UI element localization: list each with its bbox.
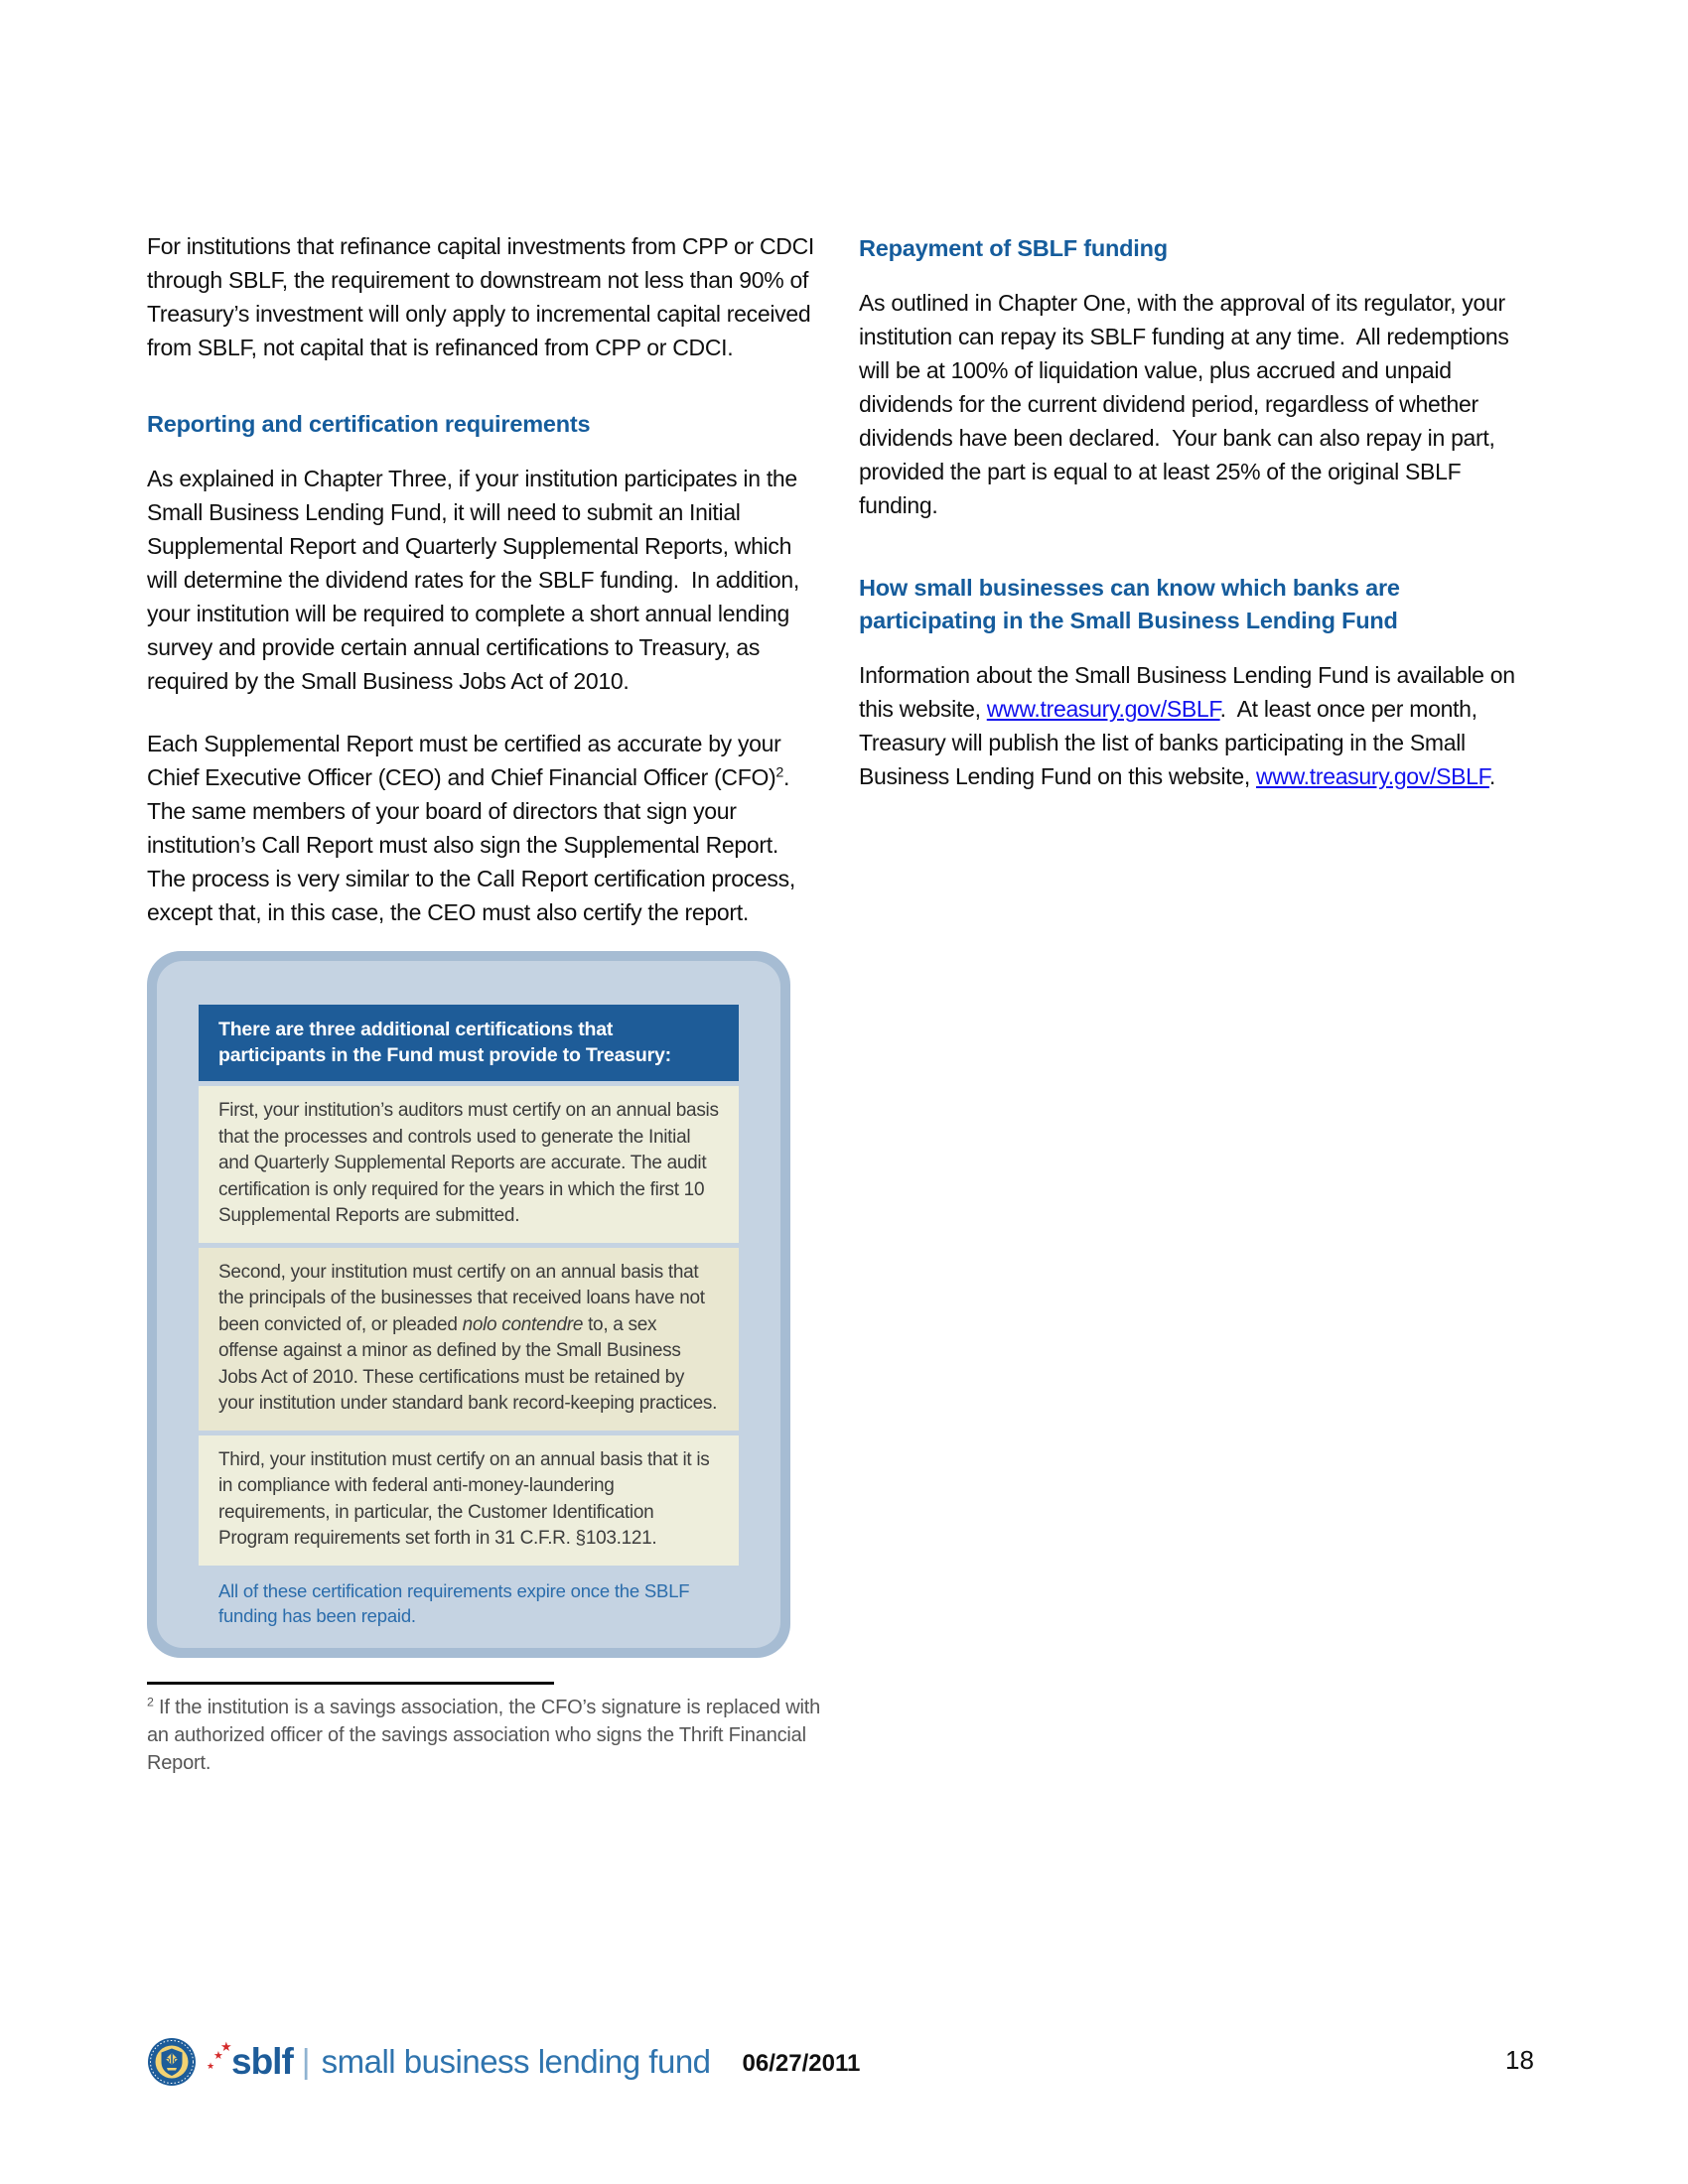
treasury-sblf-link-1[interactable]: www.treasury.gov/SBLF (986, 696, 1220, 722)
left-column (147, 229, 826, 1777)
paragraph-part-after-footnote-ref: . The same members of your board of directors that sign your institution’s Call Report must also sign the Supplemental Report. The process is very similar to the Call Report certification process, except that, in this case, the CEO must also certify the report. (147, 764, 802, 925)
paragraph-part-before-footnote-ref: Each Supplemental Report must be certified as accurate by your Chief Executive Officer (CEO) and Chief Financial Officer (CFO) (147, 731, 787, 790)
callout-item-part: Second, your institution must certify on an annual basis that the principals of the businesses that received loans have not been convicted of, or pleaded (218, 1261, 705, 1335)
treasury-seal-icon (147, 2037, 197, 2087)
sblf-tagline: small business lending fund (321, 2043, 711, 2080)
callout-item-second-principals (199, 1248, 739, 1431)
heading-how-small-businesses-know: How small businesses can know which banks are participating in the Small Business Lending Fund (859, 575, 1400, 633)
callout-item-italic-latin-term: nolo contendre (462, 1313, 584, 1335)
star-icon: ★ (220, 2039, 232, 2054)
heading-repayment-sblf-funding: Repayment of SBLF funding (859, 235, 1168, 261)
page-footer (147, 2037, 860, 2087)
callout-item-part: to, a sex offense against a minor as defined by the Small Business Jobs Act of 2010. These certifications must be retained by your institution under standard bank record-keeping practices. (218, 1313, 718, 1414)
footnote-separator (147, 1682, 554, 1685)
certifications-callout-box (147, 951, 790, 1658)
footnote-body: If the institution is a savings association, the CFO’s signature is replaced with an authorized officer of the savings association who signs the Thrift Financial Report. (147, 1696, 826, 1774)
paragraph-refinance-cpp-cdci: For institutions that refinance capital investments from CPP or CDCI through SBLF, the requirement to downstream not less than 90% of Treasury’s investment will only apply to incremental capital received from SBLF, not capital that is refinanced from CPP or CDCI. (147, 233, 821, 360)
paragraph-certification-process (147, 727, 822, 929)
callout-header: There are three additional certifications that participants in the Fund must provide to Treasury: (199, 1005, 739, 1081)
paragraph-part: . At least once per month, Treasury will publish the list of banks participating in the Small Business Lending Fund on this website, (859, 696, 1483, 789)
certifications-callout-box-inner (157, 961, 780, 1648)
treasury-sblf-link-2[interactable]: www.treasury.gov/SBLF (1256, 763, 1489, 789)
callout-item-third-aml: Third, your institution must certify on an annual basis that it is in compliance with federal anti-money-laundering requirements, in particular, the Customer Identification Program requirements set forth in 31 C.F.R. §103.121. (199, 1435, 739, 1566)
footnote-text (147, 1694, 826, 1777)
page-number: 18 (1505, 2045, 1534, 2075)
paragraph-part: Information about the Small Business Lending Fund is available on this website, (859, 662, 1521, 722)
footnote-reference-2: 2 (775, 764, 784, 781)
wordmark-divider: | (301, 2042, 311, 2081)
star-icon: ★ (207, 2061, 215, 2071)
paragraph-part: . (1488, 763, 1495, 789)
footnote-number: 2 (147, 1694, 154, 1708)
callout-item-first-audit: First, your institution’s auditors must certify on an annual basis that the processes and controls used to generate the Initial and Quarterly Supplemental Reports are accurate. The audit certification is only required for the years in which the first 10 Supplemental Reports are submitted. (199, 1086, 739, 1243)
paragraph-supplemental-reports: As explained in Chapter Three, if your institution participates in the Small Business Lending Fund, it will need to submit an Initial Supplemental Report and Quarterly Supplemental Reports, which will determine the dividend rates for the SBLF funding. In addition, your institution will be required to complete a short annual lending survey and provide certain annual certifications to Treasury, as required by the Small Business Jobs Act of 2010. (147, 466, 806, 694)
footer-date: 06/27/2011 (742, 2050, 861, 2077)
paragraph-repayment: As outlined in Chapter One, with the approval of its regulator, your institution can repay its SBLF funding at any time. All redemptions will be at 100% of liquidation value, plus accrued and unpaid dividends for the current dividend period, regardless of whether dividends have been declared. Your bank can also repay in part, provided the part is equal to at least 25% of the original SBLF funding. (859, 290, 1515, 518)
paragraph-fund-information (859, 658, 1536, 793)
callout-expiry-note: All of these certification requirements expire once the SBLF funding has been repaid. (218, 1579, 690, 1626)
heading-reporting-certification: Reporting and certification requirements (147, 411, 591, 437)
right-column (859, 232, 1536, 793)
sblf-wordmark: sblf (231, 2041, 293, 2082)
logo-stars-icon (207, 2040, 230, 2084)
star-icon: ★ (213, 2050, 223, 2062)
